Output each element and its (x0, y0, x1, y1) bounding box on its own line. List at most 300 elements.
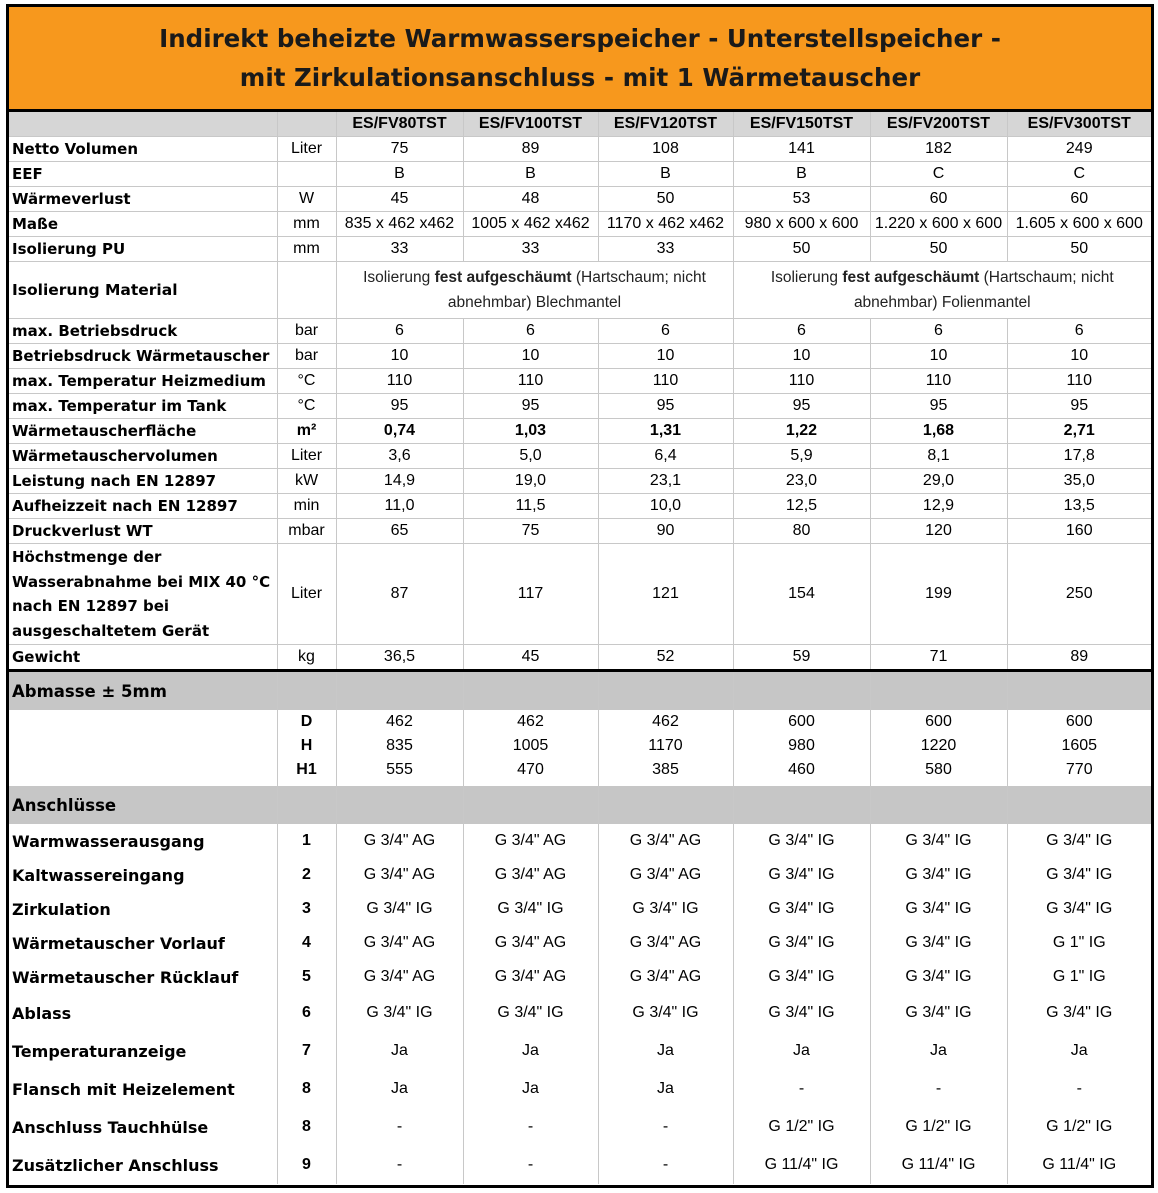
row-value: 110 (1007, 369, 1151, 394)
row-masse (9, 212, 1151, 237)
connection-value: G 3/4" AG (598, 960, 733, 994)
row-value: 33 (598, 237, 733, 262)
row-value: 5,0 (463, 444, 598, 469)
connection-value: G 3/4" IG (463, 892, 598, 926)
row-value: 3,6 (336, 444, 463, 469)
section-cell (1007, 671, 1151, 711)
connection-code: 3 (277, 892, 336, 926)
dimension-value: 555 (336, 758, 463, 782)
connection-row (9, 892, 1151, 926)
row-value: 33 (336, 237, 463, 262)
row-value: 23,0 (733, 469, 870, 494)
row-value: 182 (870, 137, 1007, 162)
row-value: 120 (870, 519, 1007, 544)
connection-label: Temperaturanzeige (12, 1041, 187, 1061)
row-unit: Liter (277, 444, 336, 469)
row-value: 35,0 (1007, 469, 1151, 494)
row-value: 2,71 (1007, 419, 1151, 444)
section-cell (598, 671, 733, 711)
row-value: B (598, 162, 733, 187)
connection-code: 9 (277, 1146, 336, 1184)
model-header: ES/FV300TST (1007, 112, 1151, 137)
connection-label: Zusätzlicher Anschluss (12, 1155, 219, 1175)
row-unit: mbar (277, 519, 336, 544)
row-value: 60 (1007, 187, 1151, 212)
row-label: Druckverlust WT (9, 519, 277, 544)
material-group1 (336, 262, 733, 319)
row-unit: mm (277, 212, 336, 237)
row-gewicht (9, 645, 1151, 671)
row-value: 95 (336, 394, 463, 419)
row-leistung (9, 469, 1151, 494)
dimension-code: H1 (277, 758, 336, 782)
spec-table (9, 112, 1151, 1184)
connection-value: G 3/4" IG (870, 926, 1007, 960)
row-unit: Liter (277, 137, 336, 162)
connection-value: G 3/4" AG (336, 926, 463, 960)
model-header: ES/FV80TST (336, 112, 463, 137)
connection-value: Ja (463, 1070, 598, 1108)
row-value: 1,31 (598, 419, 733, 444)
row-label: max. Temperatur im Tank (9, 394, 277, 419)
row-label: Höchstmenge der Wasserabnahme bei MIX 40 °C nach EN 12897 bei ausgeschaltetem Gerät (9, 544, 277, 645)
row-eef (9, 162, 1151, 187)
connection-value: - (463, 1108, 598, 1146)
connection-value: G 1" IG (1007, 960, 1151, 994)
connection-value: - (598, 1146, 733, 1184)
dimension-code: H (277, 734, 336, 758)
connection-label: Wärmetauscher Vorlauf (12, 933, 225, 953)
row-betriebsdruck_wt (9, 344, 1151, 369)
row-max_temp_heiz (9, 369, 1151, 394)
row-value: 6,4 (598, 444, 733, 469)
connection-value: G 3/4" IG (733, 858, 870, 892)
dimension-row (9, 710, 1151, 734)
connection-value: G 3/4" IG (733, 994, 870, 1032)
row-value: 36,5 (336, 645, 463, 671)
dimension-label-empty (9, 758, 277, 782)
row-value: 154 (733, 544, 870, 645)
row-value: 1,22 (733, 419, 870, 444)
dimension-value: 980 (733, 734, 870, 758)
model-header: ES/FV100TST (463, 112, 598, 137)
connection-value: G 3/4" AG (336, 858, 463, 892)
connection-code: 8 (277, 1070, 336, 1108)
material-text: Isolierung (363, 269, 435, 286)
section-cell (277, 671, 336, 711)
material-text: (Hartschaum; nicht abnehmbar) Blechmantel (447, 269, 706, 311)
row-value: 110 (870, 369, 1007, 394)
row-label: max. Betriebsdruck (9, 319, 277, 344)
connection-value: - (598, 1108, 733, 1146)
row-value: 110 (336, 369, 463, 394)
section-cell (870, 786, 1007, 824)
connection-value: G 3/4" IG (733, 926, 870, 960)
header-empty-label (9, 112, 277, 137)
row-label: Wärmetauschervolumen (9, 444, 277, 469)
row-value: 13,5 (1007, 494, 1151, 519)
row-value: 95 (463, 394, 598, 419)
connection-value: G 11/4" IG (1007, 1146, 1151, 1184)
connection-value: G 3/4" AG (463, 960, 598, 994)
row-value: 6 (336, 319, 463, 344)
connection-row (9, 858, 1151, 892)
row-unit: m² (277, 419, 336, 444)
row-value: 90 (598, 519, 733, 544)
row-value: 11,0 (336, 494, 463, 519)
connection-label: Ablass (12, 1003, 72, 1023)
row-value: 89 (1007, 645, 1151, 671)
connection-code: 7 (277, 1032, 336, 1070)
row-value: 12,9 (870, 494, 1007, 519)
row-value: 1.220 x 600 x 600 (870, 212, 1007, 237)
dimension-code: D (277, 710, 336, 734)
dimension-label-empty (9, 710, 277, 734)
row-isolierung-material (9, 262, 1151, 319)
section-cell (336, 786, 463, 824)
section-cell (870, 671, 1007, 711)
connection-value: Ja (336, 1032, 463, 1070)
dimension-value: 1170 (598, 734, 733, 758)
connection-value: G 3/4" IG (336, 994, 463, 1032)
title-line-1: Indirekt beheizte Warmwasserspeicher - Unterstellspeicher - (159, 24, 1001, 53)
section-cell (463, 786, 598, 824)
row-value: B (336, 162, 463, 187)
row-label: Wärmeverlust (9, 187, 277, 212)
section-cell (733, 671, 870, 711)
connection-value: G 3/4" AG (336, 824, 463, 858)
row-value: 80 (733, 519, 870, 544)
connection-value: - (1007, 1070, 1151, 1108)
row-value: 6 (598, 319, 733, 344)
row-value: 6 (870, 319, 1007, 344)
row-value: 53 (733, 187, 870, 212)
row-max_betriebsdruck (9, 319, 1151, 344)
section-title: Anschlüsse (9, 786, 277, 824)
connection-label: Anschluss Tauchhülse (12, 1117, 209, 1137)
connection-value: Ja (598, 1070, 733, 1108)
connection-code: 1 (277, 824, 336, 858)
row-druckverlust (9, 519, 1151, 544)
connection-value: Ja (1007, 1032, 1151, 1070)
row-label: Isolierung PU (9, 237, 277, 262)
row-value: 835 x 462 x462 (336, 212, 463, 237)
row-value: 95 (598, 394, 733, 419)
connection-value: G 3/4" AG (463, 926, 598, 960)
material-text: Isolierung (770, 269, 843, 286)
connection-value: G 1" IG (1007, 926, 1151, 960)
connection-label: Wärmetauscher Rücklauf (12, 967, 239, 987)
connection-row (9, 1146, 1151, 1184)
dimension-value: 600 (733, 710, 870, 734)
row-aufheizzeit (9, 494, 1151, 519)
row-value: 60 (870, 187, 1007, 212)
connection-value: G 3/4" IG (1007, 892, 1151, 926)
row-value: 199 (870, 544, 1007, 645)
row-value: 249 (1007, 137, 1151, 162)
connection-label: Flansch mit Heizelement (12, 1079, 235, 1099)
connection-label: Warmwasserausgang (12, 831, 205, 851)
row-unit: bar (277, 344, 336, 369)
connection-value: G 3/4" IG (598, 994, 733, 1032)
connection-value: Ja (336, 1070, 463, 1108)
connection-value: G 3/4" IG (870, 824, 1007, 858)
connection-value: - (870, 1070, 1007, 1108)
row-value: 10 (463, 344, 598, 369)
connection-value: - (336, 1108, 463, 1146)
row-unit: kW (277, 469, 336, 494)
row-value: 11,5 (463, 494, 598, 519)
connection-value: G 3/4" IG (870, 960, 1007, 994)
row-value: 59 (733, 645, 870, 671)
row-unit: kg (277, 645, 336, 671)
row-value: C (870, 162, 1007, 187)
connection-value: G 3/4" AG (463, 858, 598, 892)
dimension-value: 1005 (463, 734, 598, 758)
header-empty-unit (277, 112, 336, 137)
connection-code: 2 (277, 858, 336, 892)
row-label: Isolierung Material (9, 262, 277, 319)
connection-value: G 3/4" AG (336, 960, 463, 994)
row-hoechstmenge (9, 544, 1151, 645)
connection-row (9, 994, 1151, 1032)
row-value: 980 x 600 x 600 (733, 212, 870, 237)
connection-value: G 11/4" IG (733, 1146, 870, 1184)
connection-value: - (463, 1146, 598, 1184)
connection-value: G 3/4" AG (598, 926, 733, 960)
connection-value: G 3/4" IG (870, 994, 1007, 1032)
row-value: 65 (336, 519, 463, 544)
row-value: 14,9 (336, 469, 463, 494)
row-waermeverlust (9, 187, 1151, 212)
material-bold-text: fest aufgeschäumt (842, 269, 980, 286)
model-header-row (9, 112, 1151, 137)
connection-row (9, 824, 1151, 858)
row-value: 52 (598, 645, 733, 671)
row-value: 117 (463, 544, 598, 645)
connection-label: Zirkulation (12, 899, 111, 919)
dimension-row (9, 758, 1151, 782)
model-header: ES/FV200TST (870, 112, 1007, 137)
connection-value: G 11/4" IG (870, 1146, 1007, 1184)
row-value: C (1007, 162, 1151, 187)
connection-value: G 1/2" IG (733, 1108, 870, 1146)
dimension-value: 462 (336, 710, 463, 734)
row-label: Wärmetauscherfläche (9, 419, 277, 444)
row-unit: °C (277, 369, 336, 394)
section-anschluesse (9, 786, 1151, 824)
dimension-value: 460 (733, 758, 870, 782)
connection-value: G 3/4" IG (1007, 858, 1151, 892)
connection-value: G 3/4" IG (598, 892, 733, 926)
connection-row (9, 1070, 1151, 1108)
row-value: 12,5 (733, 494, 870, 519)
connection-value: Ja (733, 1032, 870, 1070)
connection-code: 4 (277, 926, 336, 960)
connection-value: G 3/4" IG (733, 960, 870, 994)
connection-value: G 3/4" AG (598, 824, 733, 858)
row-unit: bar (277, 319, 336, 344)
row-unit (277, 162, 336, 187)
row-value: 250 (1007, 544, 1151, 645)
connection-value: G 3/4" IG (336, 892, 463, 926)
connection-value: G 3/4" IG (1007, 994, 1151, 1032)
connection-code: 6 (277, 994, 336, 1032)
row-value: 95 (1007, 394, 1151, 419)
section-cell (598, 786, 733, 824)
row-value: 6 (1007, 319, 1151, 344)
row-value: 1170 x 462 x462 (598, 212, 733, 237)
row-value: 71 (870, 645, 1007, 671)
row-unit: Liter (277, 544, 336, 645)
row-value: 75 (463, 519, 598, 544)
connection-value: G 3/4" IG (733, 892, 870, 926)
material-text: (Hartschaum; nicht abnehmbar) Folienmantel (853, 269, 1114, 311)
row-value: B (463, 162, 598, 187)
row-value: 0,74 (336, 419, 463, 444)
dimension-value: 770 (1007, 758, 1151, 782)
row-value: 1,68 (870, 419, 1007, 444)
row-unit (277, 262, 336, 319)
model-header: ES/FV150TST (733, 112, 870, 137)
row-label: max. Temperatur Heizmedium (9, 369, 277, 394)
section-abmasse (9, 671, 1151, 711)
row-unit: W (277, 187, 336, 212)
dimension-label-empty (9, 734, 277, 758)
row-value: 110 (598, 369, 733, 394)
connection-value: G 3/4" IG (1007, 824, 1151, 858)
section-cell (336, 671, 463, 711)
row-unit: mm (277, 237, 336, 262)
row-value: 95 (870, 394, 1007, 419)
section-cell (463, 671, 598, 711)
row-value: 19,0 (463, 469, 598, 494)
title-banner (9, 7, 1151, 112)
connection-value: G 3/4" IG (733, 824, 870, 858)
title-line-2: mit Zirkulationsanschluss - mit 1 Wärmetauscher (239, 63, 921, 92)
row-unit: °C (277, 394, 336, 419)
row-value: 141 (733, 137, 870, 162)
material-group2 (733, 262, 1151, 319)
row-value: 10 (336, 344, 463, 369)
connection-row (9, 1032, 1151, 1070)
row-label: Gewicht (9, 645, 277, 671)
connection-label: Kaltwassereingang (12, 865, 185, 885)
row-value: 1005 x 462 x462 (463, 212, 598, 237)
row-value: 75 (336, 137, 463, 162)
row-value: 6 (463, 319, 598, 344)
connection-value: Ja (598, 1032, 733, 1070)
dimension-value: 462 (598, 710, 733, 734)
connection-value: G 3/4" IG (870, 858, 1007, 892)
row-label: Betriebsdruck Wärmetauscher (9, 344, 277, 369)
connection-value: G 1/2" IG (870, 1108, 1007, 1146)
connection-value: G 3/4" AG (463, 824, 598, 858)
row-value: 108 (598, 137, 733, 162)
row-value: 1,03 (463, 419, 598, 444)
row-value: 10 (1007, 344, 1151, 369)
row-value: 8,1 (870, 444, 1007, 469)
dimension-value: 600 (870, 710, 1007, 734)
row-value: 110 (463, 369, 598, 394)
row-value: 160 (1007, 519, 1151, 544)
row-isolierung_pu (9, 237, 1151, 262)
row-unit: min (277, 494, 336, 519)
row-value: 10 (598, 344, 733, 369)
section-cell (277, 786, 336, 824)
row-value: 121 (598, 544, 733, 645)
dimension-value: 580 (870, 758, 1007, 782)
connection-value: Ja (463, 1032, 598, 1070)
row-value: 10,0 (598, 494, 733, 519)
row-label: Leistung nach EN 12897 (9, 469, 277, 494)
row-value: B (733, 162, 870, 187)
connection-value: - (336, 1146, 463, 1184)
row-label: EEF (9, 162, 277, 187)
row-value: 23,1 (598, 469, 733, 494)
connection-row (9, 1108, 1151, 1146)
row-value: 5,9 (733, 444, 870, 469)
dimension-value: 385 (598, 758, 733, 782)
row-wt_flaeche (9, 419, 1151, 444)
connection-value: - (733, 1070, 870, 1108)
row-label: Aufheizzeit nach EN 12897 (9, 494, 277, 519)
row-max_temp_tank (9, 394, 1151, 419)
row-value: 33 (463, 237, 598, 262)
row-value: 17,8 (1007, 444, 1151, 469)
row-label: Netto Volumen (9, 137, 277, 162)
connection-code: 5 (277, 960, 336, 994)
datasheet (6, 4, 1154, 1188)
section-cell (1007, 786, 1151, 824)
connection-value: Ja (870, 1032, 1007, 1070)
row-label: Maße (9, 212, 277, 237)
row-value: 110 (733, 369, 870, 394)
row-value: 95 (733, 394, 870, 419)
dimension-value: 835 (336, 734, 463, 758)
dimension-value: 1220 (870, 734, 1007, 758)
material-bold-text: fest aufgeschäumt (434, 269, 572, 286)
connection-row (9, 960, 1151, 994)
row-value: 50 (870, 237, 1007, 262)
row-value: 50 (1007, 237, 1151, 262)
connection-row (9, 926, 1151, 960)
model-header: ES/FV120TST (598, 112, 733, 137)
dimension-value: 600 (1007, 710, 1151, 734)
dimension-value: 462 (463, 710, 598, 734)
dimension-value: 1605 (1007, 734, 1151, 758)
row-value: 50 (598, 187, 733, 212)
section-title: Abmasse ± 5mm (9, 671, 277, 711)
row-value: 45 (463, 645, 598, 671)
row-value: 1.605 x 600 x 600 (1007, 212, 1151, 237)
connection-value: G 3/4" IG (463, 994, 598, 1032)
connection-value: G 1/2" IG (1007, 1108, 1151, 1146)
row-value: 10 (733, 344, 870, 369)
row-value: 45 (336, 187, 463, 212)
row-value: 48 (463, 187, 598, 212)
row-value: 6 (733, 319, 870, 344)
connection-value: G 3/4" IG (870, 892, 1007, 926)
row-value: 87 (336, 544, 463, 645)
row-value: 89 (463, 137, 598, 162)
connection-value: G 3/4" AG (598, 858, 733, 892)
dimension-value: 470 (463, 758, 598, 782)
connection-code: 8 (277, 1108, 336, 1146)
row-value: 50 (733, 237, 870, 262)
row-wt_volumen (9, 444, 1151, 469)
row-value: 29,0 (870, 469, 1007, 494)
